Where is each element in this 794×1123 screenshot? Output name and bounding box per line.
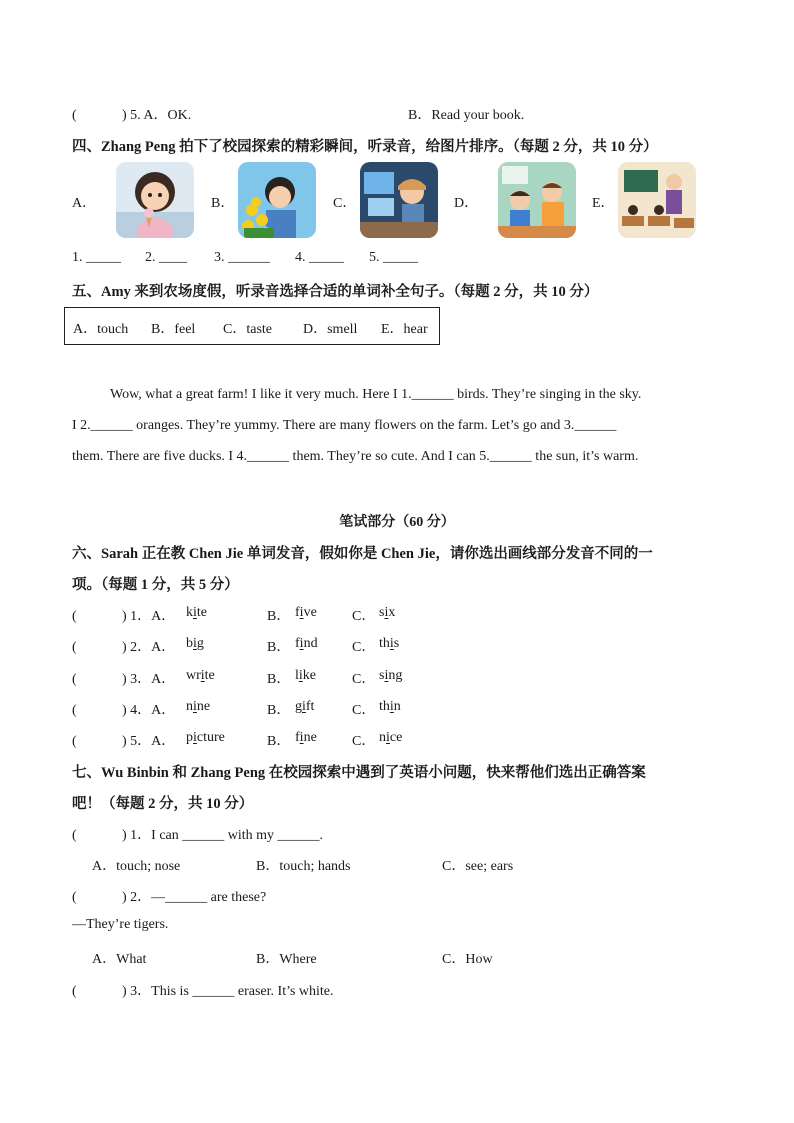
q7-1 [72, 824, 323, 844]
option-c-word [379, 605, 395, 621]
q7-1-option-c: C．see; ears [442, 859, 514, 874]
q7-2-option-a: A．What [92, 952, 147, 967]
underlined-letter: i [299, 605, 304, 620]
question-text: ) 5. A．OK. [122, 108, 192, 123]
word-part: g [295, 699, 302, 714]
answer-paren[interactable]: ( [72, 890, 77, 905]
option-c-label: C． [352, 734, 376, 749]
word-part: cture [196, 730, 225, 745]
option-b-label: B． [267, 672, 291, 687]
option-b-word [295, 699, 314, 715]
option-a-word [186, 605, 207, 621]
option-a-word [186, 699, 210, 715]
underlined-letter: i [384, 668, 389, 683]
underlined-letter: i [386, 730, 390, 745]
answer-paren[interactable]: ( [72, 609, 77, 624]
question-text: ) 3．This is ______ eraser. It’s white. [122, 984, 334, 999]
answer-paren[interactable]: ( [72, 640, 77, 655]
answer-paren[interactable]: ( [72, 108, 77, 123]
word-part: ft [305, 699, 315, 714]
option-b: B．Read your book. [408, 108, 525, 123]
word-part: p [186, 730, 193, 745]
word-part: ng [388, 668, 403, 683]
pic-label-c: C． [333, 196, 357, 211]
question-text: ) 2．—______ are these? [122, 890, 267, 905]
answer-paren[interactable]: ( [72, 734, 77, 749]
underlined-letter: i [389, 636, 394, 651]
passage-line-2: I 2.______ oranges. They’re yummy. There are many flowers on the farm. Let’s go and 3.______ [72, 418, 617, 433]
section-6-item [72, 605, 175, 625]
section-4-title: 四、Zhang Peng 拍下了校园探索的精彩瞬间，听录音，给图片排序。（每题 2 分，共 10 分） [72, 139, 658, 155]
word-part: ne [196, 699, 211, 714]
underlined-letter: i [193, 605, 197, 620]
word-part: n [393, 699, 401, 714]
word-part: ke [302, 668, 316, 683]
passage-line-3: them. There are five ducks. I 4.______ them. They’re so cute. And I can 5.______ the sun, it’s warm. [72, 449, 639, 464]
section-6-title-line2: 项。（每题 1 分，共 5 分） [72, 577, 239, 593]
answer-slot-3[interactable]: 3. ______ [214, 250, 270, 265]
underlined-letter: i [193, 636, 197, 651]
option-feel: B．feel [151, 322, 196, 337]
option-c-word [379, 668, 402, 684]
answer-slot-1[interactable]: 1. _____ [72, 250, 121, 265]
section-6-title-line1: 六、Sarah 正在教 Chen Jie 单词发音，假如你是 Chen Jie，请你选出画线部分发音不同的一 [72, 546, 653, 562]
word-part: wr [186, 668, 201, 683]
q7-3 [72, 980, 334, 1000]
underlined-letter: i [384, 605, 389, 620]
word-part: te [196, 605, 207, 620]
option-touch: A．touch [73, 322, 129, 337]
word-part: f [295, 605, 300, 620]
section-7-title-line1: 七、Wu Binbin 和 Zhang Peng 在校园探索中遇到了英语小问题，快来帮他们选出正确答案 [72, 765, 646, 781]
answer-paren[interactable]: ( [72, 828, 77, 843]
q7-2 [72, 886, 266, 906]
section-6-item [72, 636, 175, 656]
option-smell: D．smell [303, 322, 358, 337]
word-part: n [186, 699, 193, 714]
word-part: s [379, 605, 385, 620]
option-c-label: C． [352, 703, 376, 718]
written-part-title: 笔试部分（60 分） [339, 515, 455, 530]
answer-slot-4[interactable]: 4. _____ [295, 250, 344, 265]
underlined-letter: i [298, 668, 303, 683]
girl-eating-ice-cream-image [116, 162, 194, 238]
option-c-word [379, 730, 402, 746]
option-b-label: B． [267, 640, 291, 655]
option-b-word [295, 605, 317, 621]
word-part: ne [303, 730, 317, 745]
q7-2-option-b: B．Where [256, 952, 317, 967]
section-6-item [72, 699, 175, 719]
word-part: n [379, 730, 386, 745]
section-7-title-line2: 吧！（每题 2 分，共 10 分） [72, 796, 254, 812]
word-part: ce [389, 730, 403, 745]
q5-listening-item [72, 104, 191, 124]
option-b-label: B． [267, 703, 291, 718]
answer-paren[interactable]: ( [72, 672, 77, 687]
underlined-letter: i [299, 636, 304, 651]
option-c-label: C． [352, 609, 376, 624]
word-part: f [295, 636, 300, 651]
question-number: ) 1．A． [122, 609, 176, 624]
section-5-title: 五、Amy 来到农场度假，听录音选择合适的单词补全句子。（每题 2 分，共 10 分） [72, 284, 599, 300]
question-number: ) 5．A． [122, 734, 176, 749]
word-part: f [295, 730, 300, 745]
option-hear: E．hear [381, 322, 428, 337]
word-part: ve [303, 605, 317, 620]
word-part: g [196, 636, 204, 651]
word-part: k [186, 605, 193, 620]
option-a-word [186, 668, 215, 684]
option-c-word [379, 636, 399, 652]
boys-sharing-snack-image [498, 162, 576, 238]
option-c-word [379, 699, 401, 715]
word-part: s [393, 636, 400, 651]
option-b-label: B． [267, 734, 291, 749]
underlined-letter: i [302, 699, 306, 714]
word-part: th [379, 699, 390, 714]
word-part: x [388, 605, 396, 620]
passage-line-1: Wow, what a great farm! I like it very much. Here I 1.______ birds. They’re singing in the sky. [110, 387, 642, 402]
option-c-label: C． [352, 672, 376, 687]
q7-2-answer-line: —They’re tigers. [72, 917, 169, 932]
option-b-word [295, 730, 317, 746]
pic-label-b: B． [211, 196, 235, 211]
option-a-word [186, 636, 204, 652]
section-6-item [72, 730, 175, 750]
section-6-item [72, 668, 175, 688]
question-number: ) 2．A． [122, 640, 176, 655]
answer-paren[interactable]: ( [72, 984, 77, 999]
pic-label-e: E． [592, 196, 615, 211]
word-options-box [64, 307, 440, 345]
option-b-word [295, 668, 316, 684]
option-b-label: B． [267, 609, 291, 624]
word-part: te [204, 668, 215, 683]
answer-slot-2[interactable]: 2. ____ [145, 250, 187, 265]
question-number: ) 3．A． [122, 672, 176, 687]
word-part: nd [303, 636, 318, 651]
question-number: ) 4．A． [122, 703, 176, 718]
q7-2-option-c: C．How [442, 952, 493, 967]
word-part: b [186, 636, 193, 651]
pic-label-d: D． [454, 196, 479, 211]
word-part: th [379, 636, 390, 651]
boy-using-computer-image [360, 162, 438, 238]
answer-paren[interactable]: ( [72, 703, 77, 718]
underlined-letter: i [193, 730, 197, 745]
option-b-word [295, 636, 318, 652]
boy-smelling-flowers-image [238, 162, 316, 238]
underlined-letter: i [299, 730, 304, 745]
pic-label-a: A． [72, 196, 97, 211]
option-a-word [186, 730, 225, 746]
q7-1-option-b: B．touch; hands [256, 859, 351, 874]
underlined-letter: i [193, 699, 197, 714]
option-c-label: C． [352, 640, 376, 655]
underlined-letter: i [200, 668, 205, 683]
underlined-letter: i [389, 699, 394, 714]
answer-slot-5[interactable]: 5. _____ [369, 250, 418, 265]
option-taste: C．taste [223, 322, 272, 337]
question-text: ) 1．I can ______ with my ______. [122, 828, 324, 843]
word-part: l [295, 668, 299, 683]
q7-1-option-a: A．touch; nose [92, 859, 181, 874]
word-part: s [379, 668, 385, 683]
teacher-in-classroom-image [618, 162, 696, 238]
